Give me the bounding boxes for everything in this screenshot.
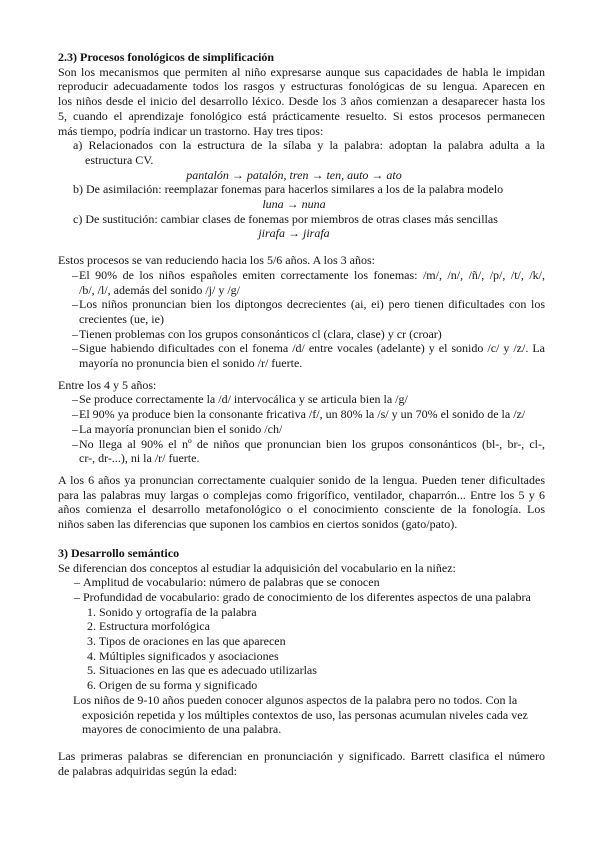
paragraph-line: Estos procesos se van reduciendo hacia los 5/6 años. A los 3 años:	[58, 253, 375, 268]
list-item-line: mayoría no pronuncia bien el sonido /r/ fuerte.	[79, 356, 303, 371]
list-item-line: No llega al 90% el nº de niños que pronuncian bien los grupos consonánticos (bl-, br-, cl-,	[79, 436, 545, 451]
numbered-item: 6. Origen de su forma y significado	[87, 678, 258, 693]
bullet-marker: –	[72, 267, 78, 282]
numbered-item: 1. Sonido y ortografía de la palabra	[87, 604, 257, 619]
list-item-line: Profundidad de vocabulario: grado de conocimiento de los diferentes aspectos de una palabra	[83, 589, 531, 604]
paragraph-line: Las primeras palabras se diferencian en pronunciación y significado. Barrett clasifica el número	[58, 748, 545, 763]
paragraph-line: años comienza el desarrollo metafonológico o el conocimiento consciente de la fonología. Los	[58, 502, 545, 517]
paragraph-line: 5, cuando el aprendizaje fonológico está prácticamente resuelto. Si estos procesos permanecen	[58, 108, 545, 123]
bullet-marker: –	[72, 421, 78, 436]
list-item-line: El 90% ya produce bien la consonante fricativa /f/, un 80% la /s/ y un 70% el sonido de la /z/	[79, 407, 526, 422]
bullet-marker: –	[74, 575, 80, 590]
paragraph-line: más tiempo, podría indicar un trastorno. Hay tres tipos:	[58, 123, 324, 138]
bullet-marker: –	[72, 297, 78, 312]
list-item-line: crecientes (ue, ie)	[79, 311, 164, 326]
age-3-block	[58, 253, 545, 371]
list-item-line: /b/, /l/, además del sonido /j/ y /g/	[79, 282, 240, 297]
list-item	[58, 392, 545, 407]
bullet-marker: –	[72, 326, 78, 341]
example-transformation: jirafa → jirafa	[258, 226, 330, 241]
list-item-line: cr-, dr-...), ni la /r/ fuerte.	[79, 451, 200, 466]
age-6-paragraph	[58, 473, 545, 532]
intro-paragraph	[58, 65, 545, 139]
paragraph-line: Los niños de 9-10 años pueden conocer algunos aspectos de la palabra pero no todos. Con la	[73, 692, 518, 707]
paragraph-line: Son los mecanismos que permiten al niño expresarse aunque sus capacidades de habla le impidan	[58, 64, 545, 79]
process-type-line: estructura CV.	[85, 152, 154, 167]
process-type-line: a) Relacionados con la estructura de la sílaba y la palabra: adoptan la palabra adulta a la	[73, 138, 545, 153]
paragraph-line: reproducir adecuadamente todos los rasgos y estructuras fonológicas de su lengua. Aparecen en	[58, 79, 545, 94]
process-type-a	[58, 138, 545, 182]
age-4-5-block	[58, 378, 545, 466]
bullet-marker: –	[72, 392, 78, 407]
list-item-line: Sigue habiendo dificultades con el fonema /d/ entre vocales (adelante) y el sonido /c/ y /z/. La	[79, 341, 545, 356]
list-item-line: Se produce correctamente la /d/ intervocálica y se articula bien la /g/	[79, 392, 408, 407]
bullet-marker: –	[72, 341, 78, 356]
paragraph-line: Se diferencian dos conceptos al estudiar la adquisición del vocabulario en la niñez:	[58, 560, 456, 575]
numbered-item: 2. Estructura morfológica	[87, 619, 210, 634]
paragraph-line: para las palabras muy largas o complejas como frigorífico, ventilador, chaparrón... Entre los 5 y 6	[58, 487, 545, 502]
paragraph-line: Entre los 4 y 5 años:	[58, 377, 157, 392]
list-item	[58, 327, 545, 342]
list-item	[58, 341, 545, 370]
numbered-list	[58, 605, 545, 693]
process-type-b	[58, 182, 545, 211]
process-type-line: c) De sustitución: cambiar clases de fonemas por miembros de otras clases más sencillas	[73, 211, 498, 226]
paragraph-line: A los 6 años ya pronuncian correctamente cualquier sonido de la lengua. Pueden tener dificultades	[58, 472, 545, 487]
list-item	[58, 268, 545, 297]
list-item-line: Los niños pronuncian bien los diptongos decrecientes (ai, ei) pero tienen dificultades con los	[79, 297, 545, 312]
list-item	[58, 407, 545, 422]
closing-paragraph	[58, 749, 545, 778]
list-item	[58, 575, 545, 590]
example-transformation: luna → nuna	[262, 197, 326, 212]
list-item-line: Amplitud de vocabulario: número de palabras que se conocen	[83, 575, 380, 590]
process-type-c	[58, 212, 545, 241]
list-item	[58, 422, 545, 437]
list-item-line: La mayoría pronuncian bien el sonido /ch/	[79, 421, 283, 436]
semantic-section	[58, 546, 545, 737]
paragraph-line: los niños desde el inicio del desarrollo léxico. Desde los 3 años comienzan a desaparecer hasta los	[58, 94, 545, 109]
bullet-marker: –	[72, 436, 78, 451]
note-paragraph	[58, 693, 545, 737]
list-item-line: El 90% de los niños españoles emiten correctamente los fonemas: /m/, /n/, /ñ/, /p/, /t/, /k/,	[79, 267, 545, 282]
process-type-line: b) De asimilación: reemplazar fonemas para hacerlos similares a los de la palabra modelo	[73, 182, 504, 197]
list-item	[58, 437, 545, 466]
paragraph-line: niños saben las diferencias que suponen los cambios en ciertos sonidos (gato/pato).	[58, 517, 458, 532]
paragraph-line: mayores de conocimiento de una palabra.	[82, 722, 282, 737]
example-transformation: pantalón → patalón, tren → ten, auto → ato	[186, 167, 402, 182]
bullet-marker: –	[72, 407, 78, 422]
numbered-item: 5. Situaciones en las que es adecuado utilizarlas	[87, 663, 317, 678]
paragraph-line: exposición repetida y los múltiples contextos de uso, las personas acumulan niveles cada vez	[82, 707, 528, 722]
bullet-marker: –	[74, 589, 80, 604]
list-item	[58, 590, 545, 605]
document-page	[58, 50, 545, 778]
list-item-line: Tienen problemas con los grupos consonánticos cl (clara, clase) y cr (croar)	[79, 326, 442, 341]
section-heading: 3) Desarrollo semántico	[58, 545, 180, 560]
numbered-item: 4. Múltiples significados y asociaciones	[87, 648, 279, 663]
section-heading: 2.3) Procesos fonológicos de simplificación	[58, 50, 275, 64]
list-item	[58, 297, 545, 326]
paragraph-line: de palabras adquiridas según la edad:	[58, 763, 237, 778]
numbered-item: 3. Tipos de oraciones en las que aparecen	[87, 634, 286, 649]
